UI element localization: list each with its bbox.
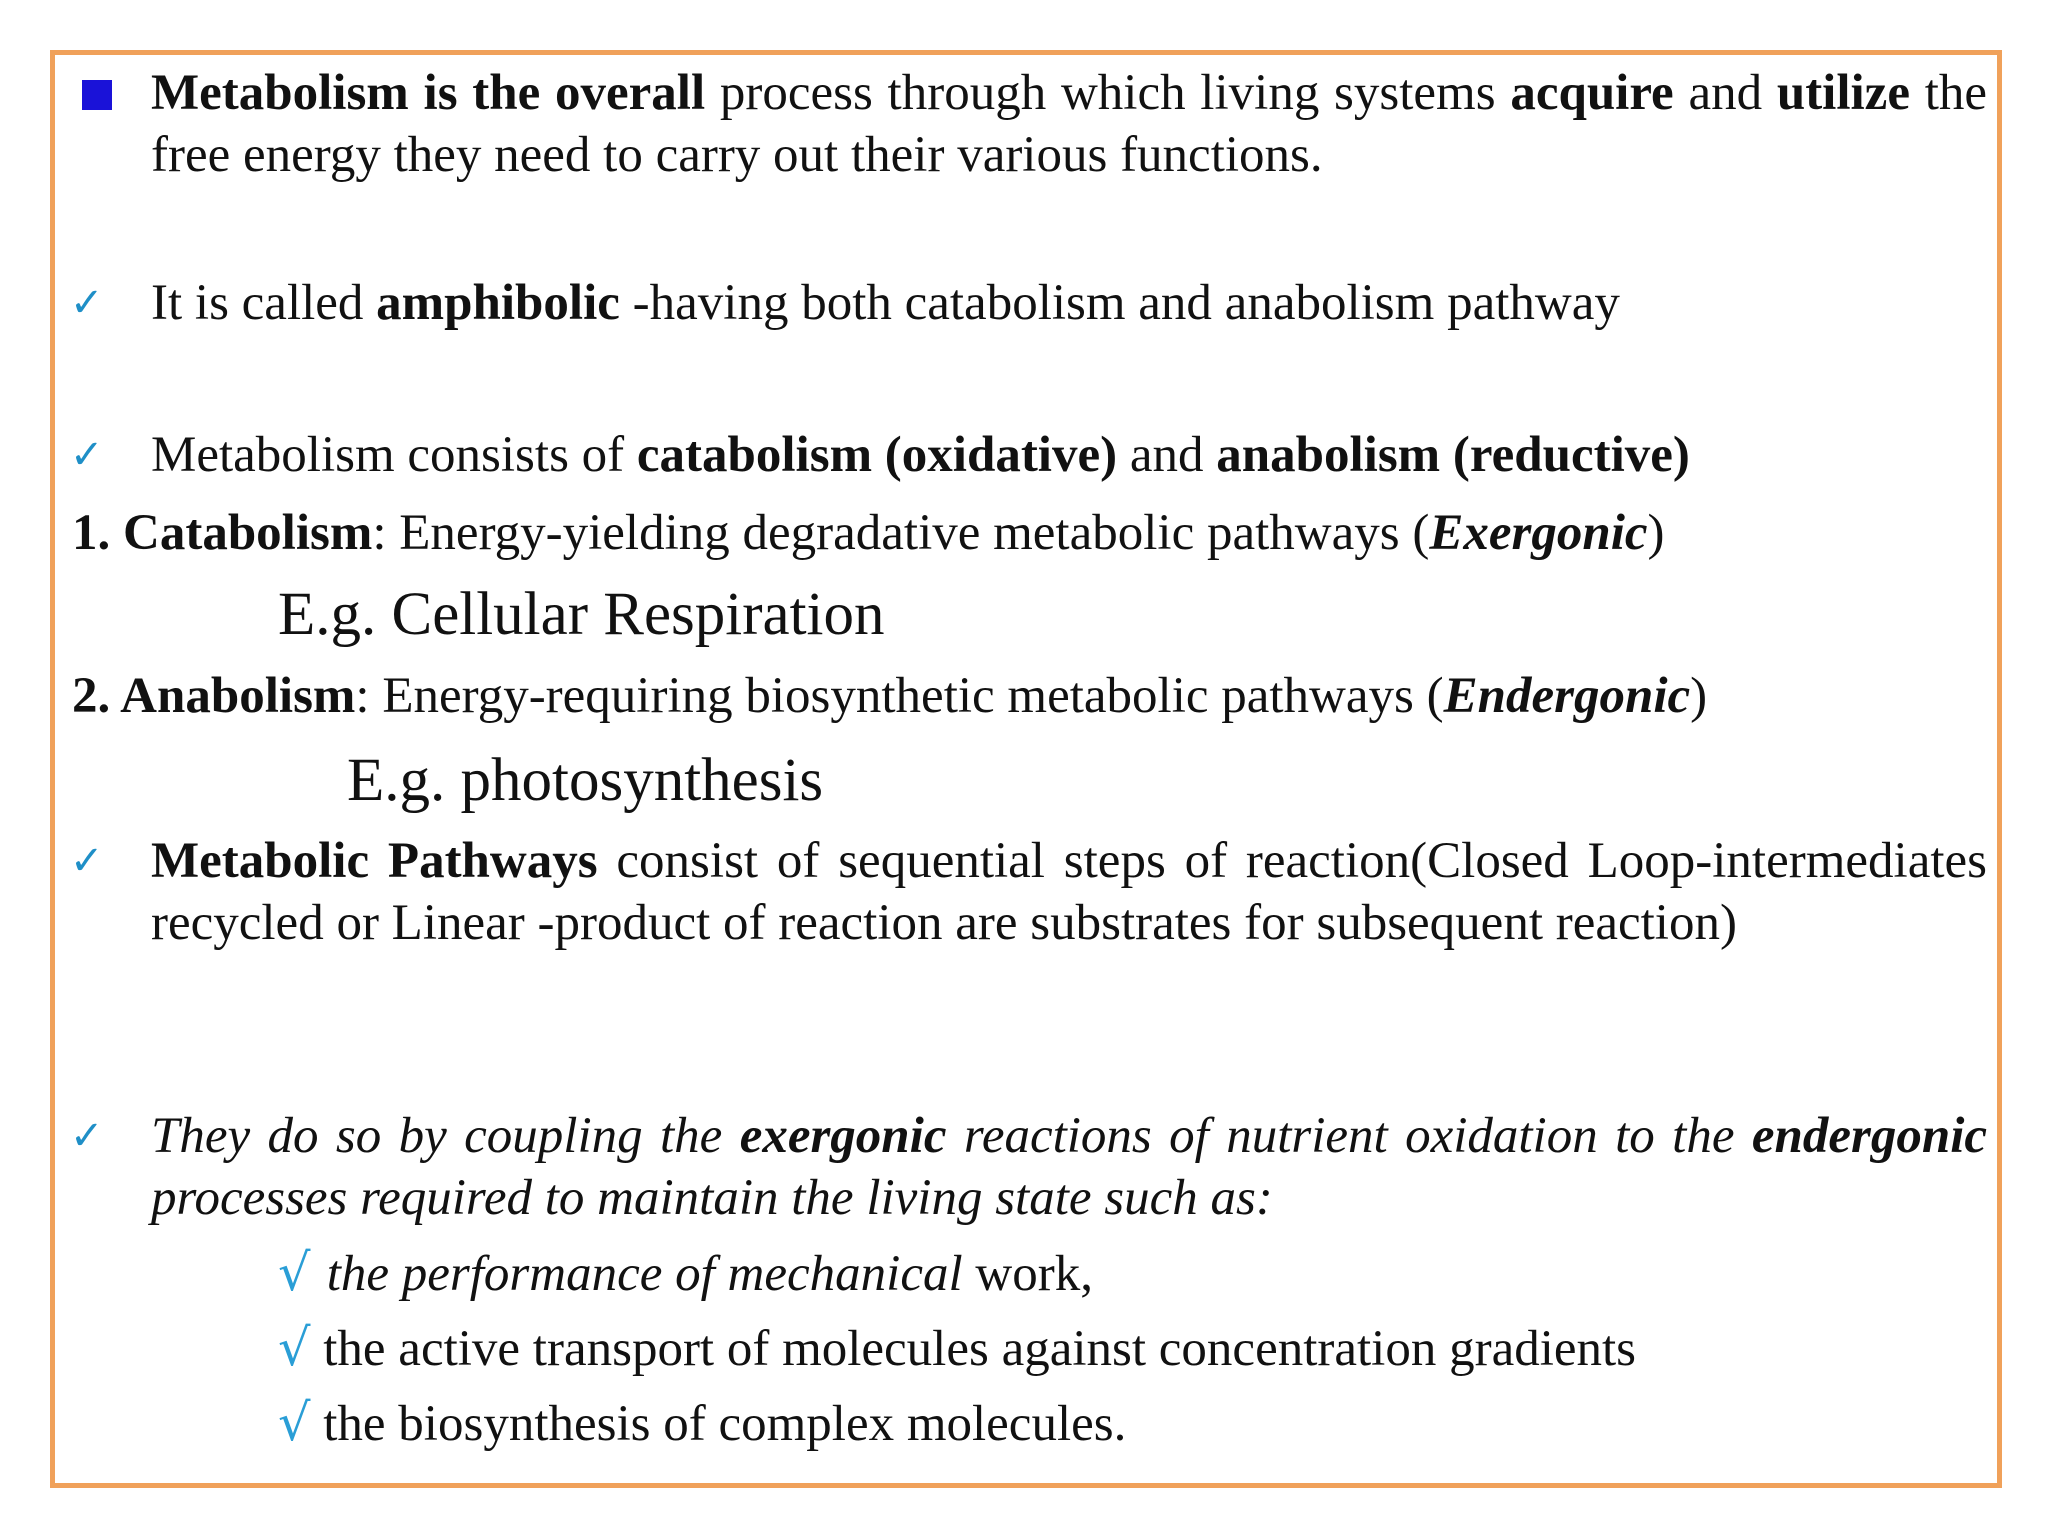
amphibolic-paragraph: It is called amphibolic -having both catabolism and anabolism pathway	[151, 275, 1620, 331]
coupling-paragraph: They do so by coupling the exergonic reactions of nutrient oxidation to the endergonic processes required to maintain the living state such as:	[151, 1108, 1987, 1226]
bold-text: Metabolism is the overall	[151, 65, 706, 121]
catabolism-example: E.g. Cellular Respiration	[278, 581, 885, 648]
sub-item-mechanical-work: √ the performance of mechanical work,	[278, 1244, 1093, 1303]
checkmark-icon: ✓	[70, 838, 104, 884]
checkmark-icon: ✓	[70, 280, 104, 326]
sqrt-bullet-icon: √	[278, 1244, 327, 1303]
consists-paragraph: Metabolism consists of catabolism (oxidative) and anabolism (reductive)	[151, 427, 1690, 483]
sub-item-active-transport: √ the active transport of molecules against concentration gradients	[278, 1319, 1637, 1378]
square-bullet-icon	[82, 80, 112, 110]
checkmark-icon: ✓	[70, 432, 104, 478]
sub-item-biosynthesis: √ the biosynthesis of complex molecules.	[278, 1394, 1127, 1453]
anabolism-example: E.g. photosynthesis	[347, 747, 824, 814]
pathways-paragraph: Metabolic Pathways consist of sequential steps of reaction(Closed Loop-intermediates recycled or Linear -product of reaction are substrates for subsequent reaction)	[151, 833, 1987, 951]
definition-paragraph: Metabolism is the overall process through which living systems acquire and utilize the free energy they need to carry out their various functions.	[151, 65, 1988, 183]
checkmark-icon: ✓	[70, 1113, 104, 1159]
sqrt-bullet-icon: √	[278, 1394, 311, 1453]
catabolism-line: 1. Catabolism: Energy-yielding degradative metabolic pathways (Exergonic)	[72, 505, 1665, 561]
sqrt-bullet-icon: √	[278, 1319, 311, 1378]
anabolism-line: 2. Anabolism: Energy-requiring biosynthetic metabolic pathways (Endergonic)	[72, 668, 1708, 724]
